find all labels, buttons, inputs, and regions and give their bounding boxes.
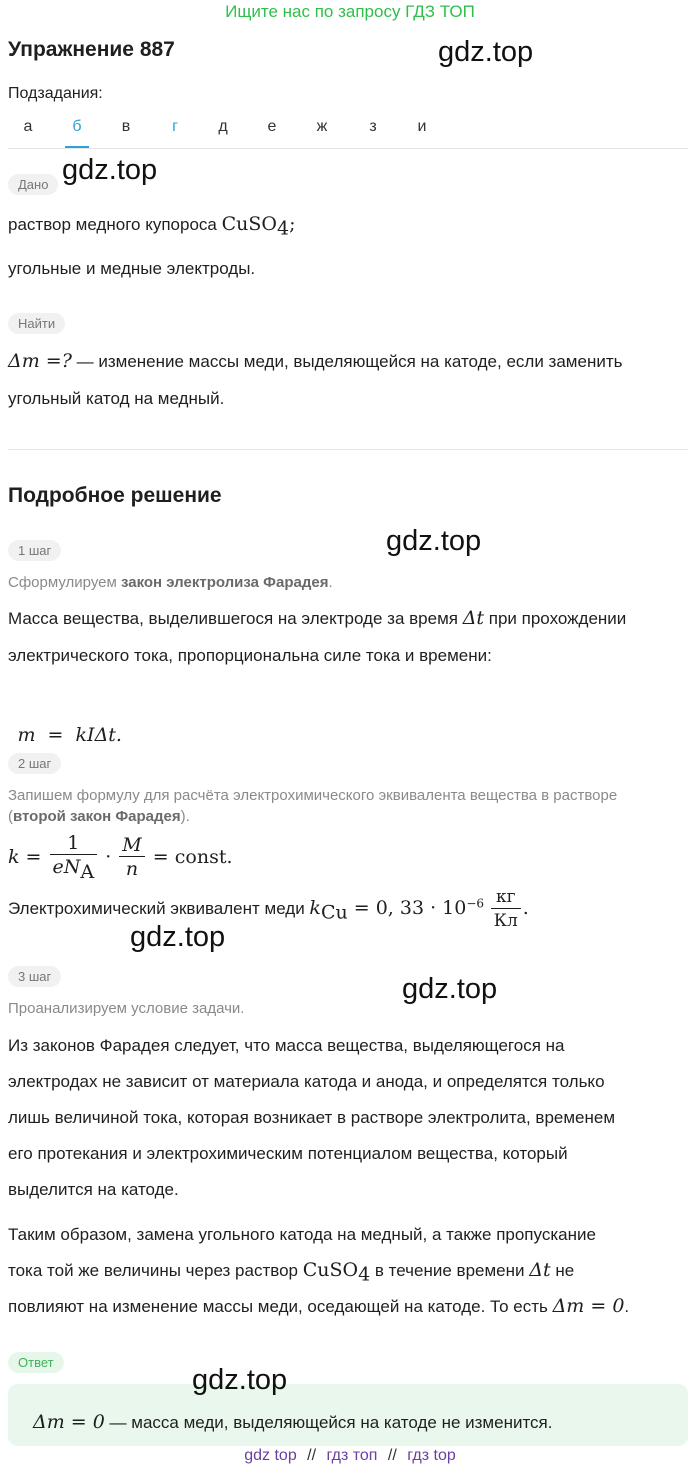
step1-intro-end: .	[328, 574, 333, 591]
find-line-2: угольный катод на медный.	[8, 389, 225, 408]
step1-intro	[8, 574, 333, 591]
frac1-den: eN	[52, 856, 81, 878]
separator: //	[387, 1447, 397, 1464]
solution-title: Подробное решение	[8, 484, 222, 507]
p2-math: Δt	[529, 1259, 551, 1281]
given-line-2: угольные и медные электроды.	[8, 259, 256, 278]
step1-math: Δt	[462, 607, 485, 629]
equiv-k: k	[309, 896, 321, 919]
tab-e[interactable]: е	[267, 118, 277, 135]
watermark: gdz.top	[402, 973, 498, 1005]
step1-para-2: электрического тока, пропорциональна силе тока и времени:	[8, 646, 492, 665]
tab-d[interactable]: д	[218, 118, 228, 135]
step2-bold: второй закон Фарадея	[13, 808, 181, 825]
p2-text-a: тока той же величины через раствор	[8, 1261, 303, 1280]
subtask-tabs	[8, 116, 688, 149]
step3-p1-line-1: Из законов Фарадея следует, что масса вещества, выделяющегося на	[8, 1036, 565, 1055]
step2-intro-1: Запишем формулу для расчёта электрохимического эквивалента вещества в растворе	[8, 787, 618, 804]
step3-p2-line-1: Таким образом, замена угольного катода на медный, а также пропускание	[8, 1225, 596, 1244]
equiv-text: Электрохимический эквивалент меди	[8, 898, 310, 918]
answer-text	[33, 1411, 552, 1433]
step3-intro: Проанализируем условие задачи.	[8, 1000, 245, 1017]
step1-intro-text: Сформулируем	[8, 574, 121, 591]
given-text: раствор медного купороса	[8, 215, 222, 234]
step2-formula	[8, 832, 233, 884]
equiv-exp: −6	[466, 896, 485, 911]
k-lhs: k =	[8, 845, 42, 868]
p3-end: .	[624, 1297, 630, 1316]
step1-formula	[8, 680, 122, 754]
step2-chip: 2 шаг	[8, 753, 61, 774]
tab-a[interactable]: а	[23, 118, 33, 135]
separator: //	[307, 1447, 317, 1464]
answer-formula: Δm = 0	[33, 1411, 105, 1433]
fraction-1	[50, 832, 98, 884]
p2-formula-sub: 4	[358, 1263, 371, 1286]
find-text: — изменение массы меди, выделяющейся на катоде, если заменить	[71, 352, 623, 371]
tab-v[interactable]: в	[121, 118, 131, 135]
step2-open: (	[8, 808, 13, 825]
find-line-1	[8, 343, 622, 380]
step2-close: ).	[180, 808, 190, 825]
step3-chip: 3 шаг	[8, 966, 61, 987]
bottom-link-3[interactable]: гдз top	[407, 1447, 456, 1464]
step3-p1-line-5: выделится на катоде.	[8, 1180, 179, 1199]
step3-p1-line-2: электродах не зависит от материала катода и анода, и определятся только	[8, 1072, 605, 1091]
watermark: gdz.top	[438, 36, 534, 68]
watermark: gdz.top	[386, 525, 482, 557]
step1-intro-bold: закон электролиза Фарадея	[120, 574, 329, 591]
given-formula-end: ;	[289, 213, 296, 235]
fraction-2	[119, 834, 144, 881]
step3-p2-line-3	[8, 1288, 629, 1325]
tab-g[interactable]: г	[172, 118, 178, 135]
subtasks-label: Подзадания:	[8, 85, 103, 102]
step1-chip: 1 шаг	[8, 540, 61, 561]
given-line-1	[8, 206, 295, 247]
frac1-den-sub: A	[80, 860, 95, 883]
bottom-link-1[interactable]: gdz top	[244, 1447, 297, 1464]
p2-text-b: в течение времени	[370, 1261, 530, 1280]
divider	[8, 449, 688, 450]
bottom-links	[0, 1447, 700, 1465]
step3-p1-line-4: его протекания и электрохимическим потенциалом вещества, который	[8, 1144, 568, 1163]
answer-desc: — масса меди, выделяющейся на катоде не изменится.	[104, 1413, 553, 1432]
tab-zh[interactable]: ж	[316, 118, 328, 135]
unit-fraction	[491, 886, 521, 933]
tab-b[interactable]: б	[65, 118, 89, 136]
find-chip: Найти	[8, 313, 65, 334]
frac1-num: 1	[50, 832, 98, 855]
watermark: gdz.top	[62, 154, 158, 186]
p2-text-c: не	[550, 1261, 575, 1280]
given-chip: Дано	[8, 174, 58, 195]
given-formula: CuSO	[221, 213, 277, 235]
unit-den: Кл	[493, 911, 518, 931]
dot: ·	[105, 845, 112, 868]
equiv-k-sub: Cu	[320, 901, 348, 924]
p2-formula: CuSO	[302, 1259, 359, 1281]
exercise-title: Упражнение 887	[8, 38, 175, 61]
step2-intro-2	[8, 808, 190, 825]
equiv-value: = 0, 33 · 10	[347, 896, 467, 919]
bottom-link-2[interactable]: гдз топ	[326, 1447, 378, 1464]
p3-math: Δm = 0	[552, 1295, 625, 1317]
frac2-num: M	[119, 834, 144, 857]
frac2-den: n	[125, 858, 139, 881]
unit-num: кг	[491, 886, 521, 909]
answer-chip: Ответ	[8, 1352, 64, 1373]
tab-i[interactable]: и	[417, 118, 427, 135]
tab-z[interactable]: з	[369, 118, 377, 135]
watermark: gdz.top	[192, 1364, 288, 1396]
search-banner[interactable]: Ищите нас по запросу ГДЗ ТОП	[225, 2, 475, 21]
step1-text-a: Масса вещества, выделившегося на электроде за время	[8, 609, 463, 628]
watermark: gdz.top	[130, 921, 226, 953]
step3-p1-line-3: лишь величиной тока, которая возникает в растворе электролита, временем	[8, 1108, 616, 1127]
step1-text-b: при прохождении	[484, 609, 627, 628]
equiv-end: .	[522, 896, 529, 919]
step1-para-1	[8, 600, 626, 637]
p3-text-a: повлияют на изменение массы меди, оседающей на катоде. То есть	[8, 1297, 553, 1316]
given-formula-sub: 4	[276, 217, 290, 240]
faraday-formula: m = kIΔt.	[17, 724, 122, 746]
find-formula: Δm =?	[8, 350, 72, 372]
const: = const.	[152, 845, 233, 868]
equiv-line	[8, 886, 529, 933]
